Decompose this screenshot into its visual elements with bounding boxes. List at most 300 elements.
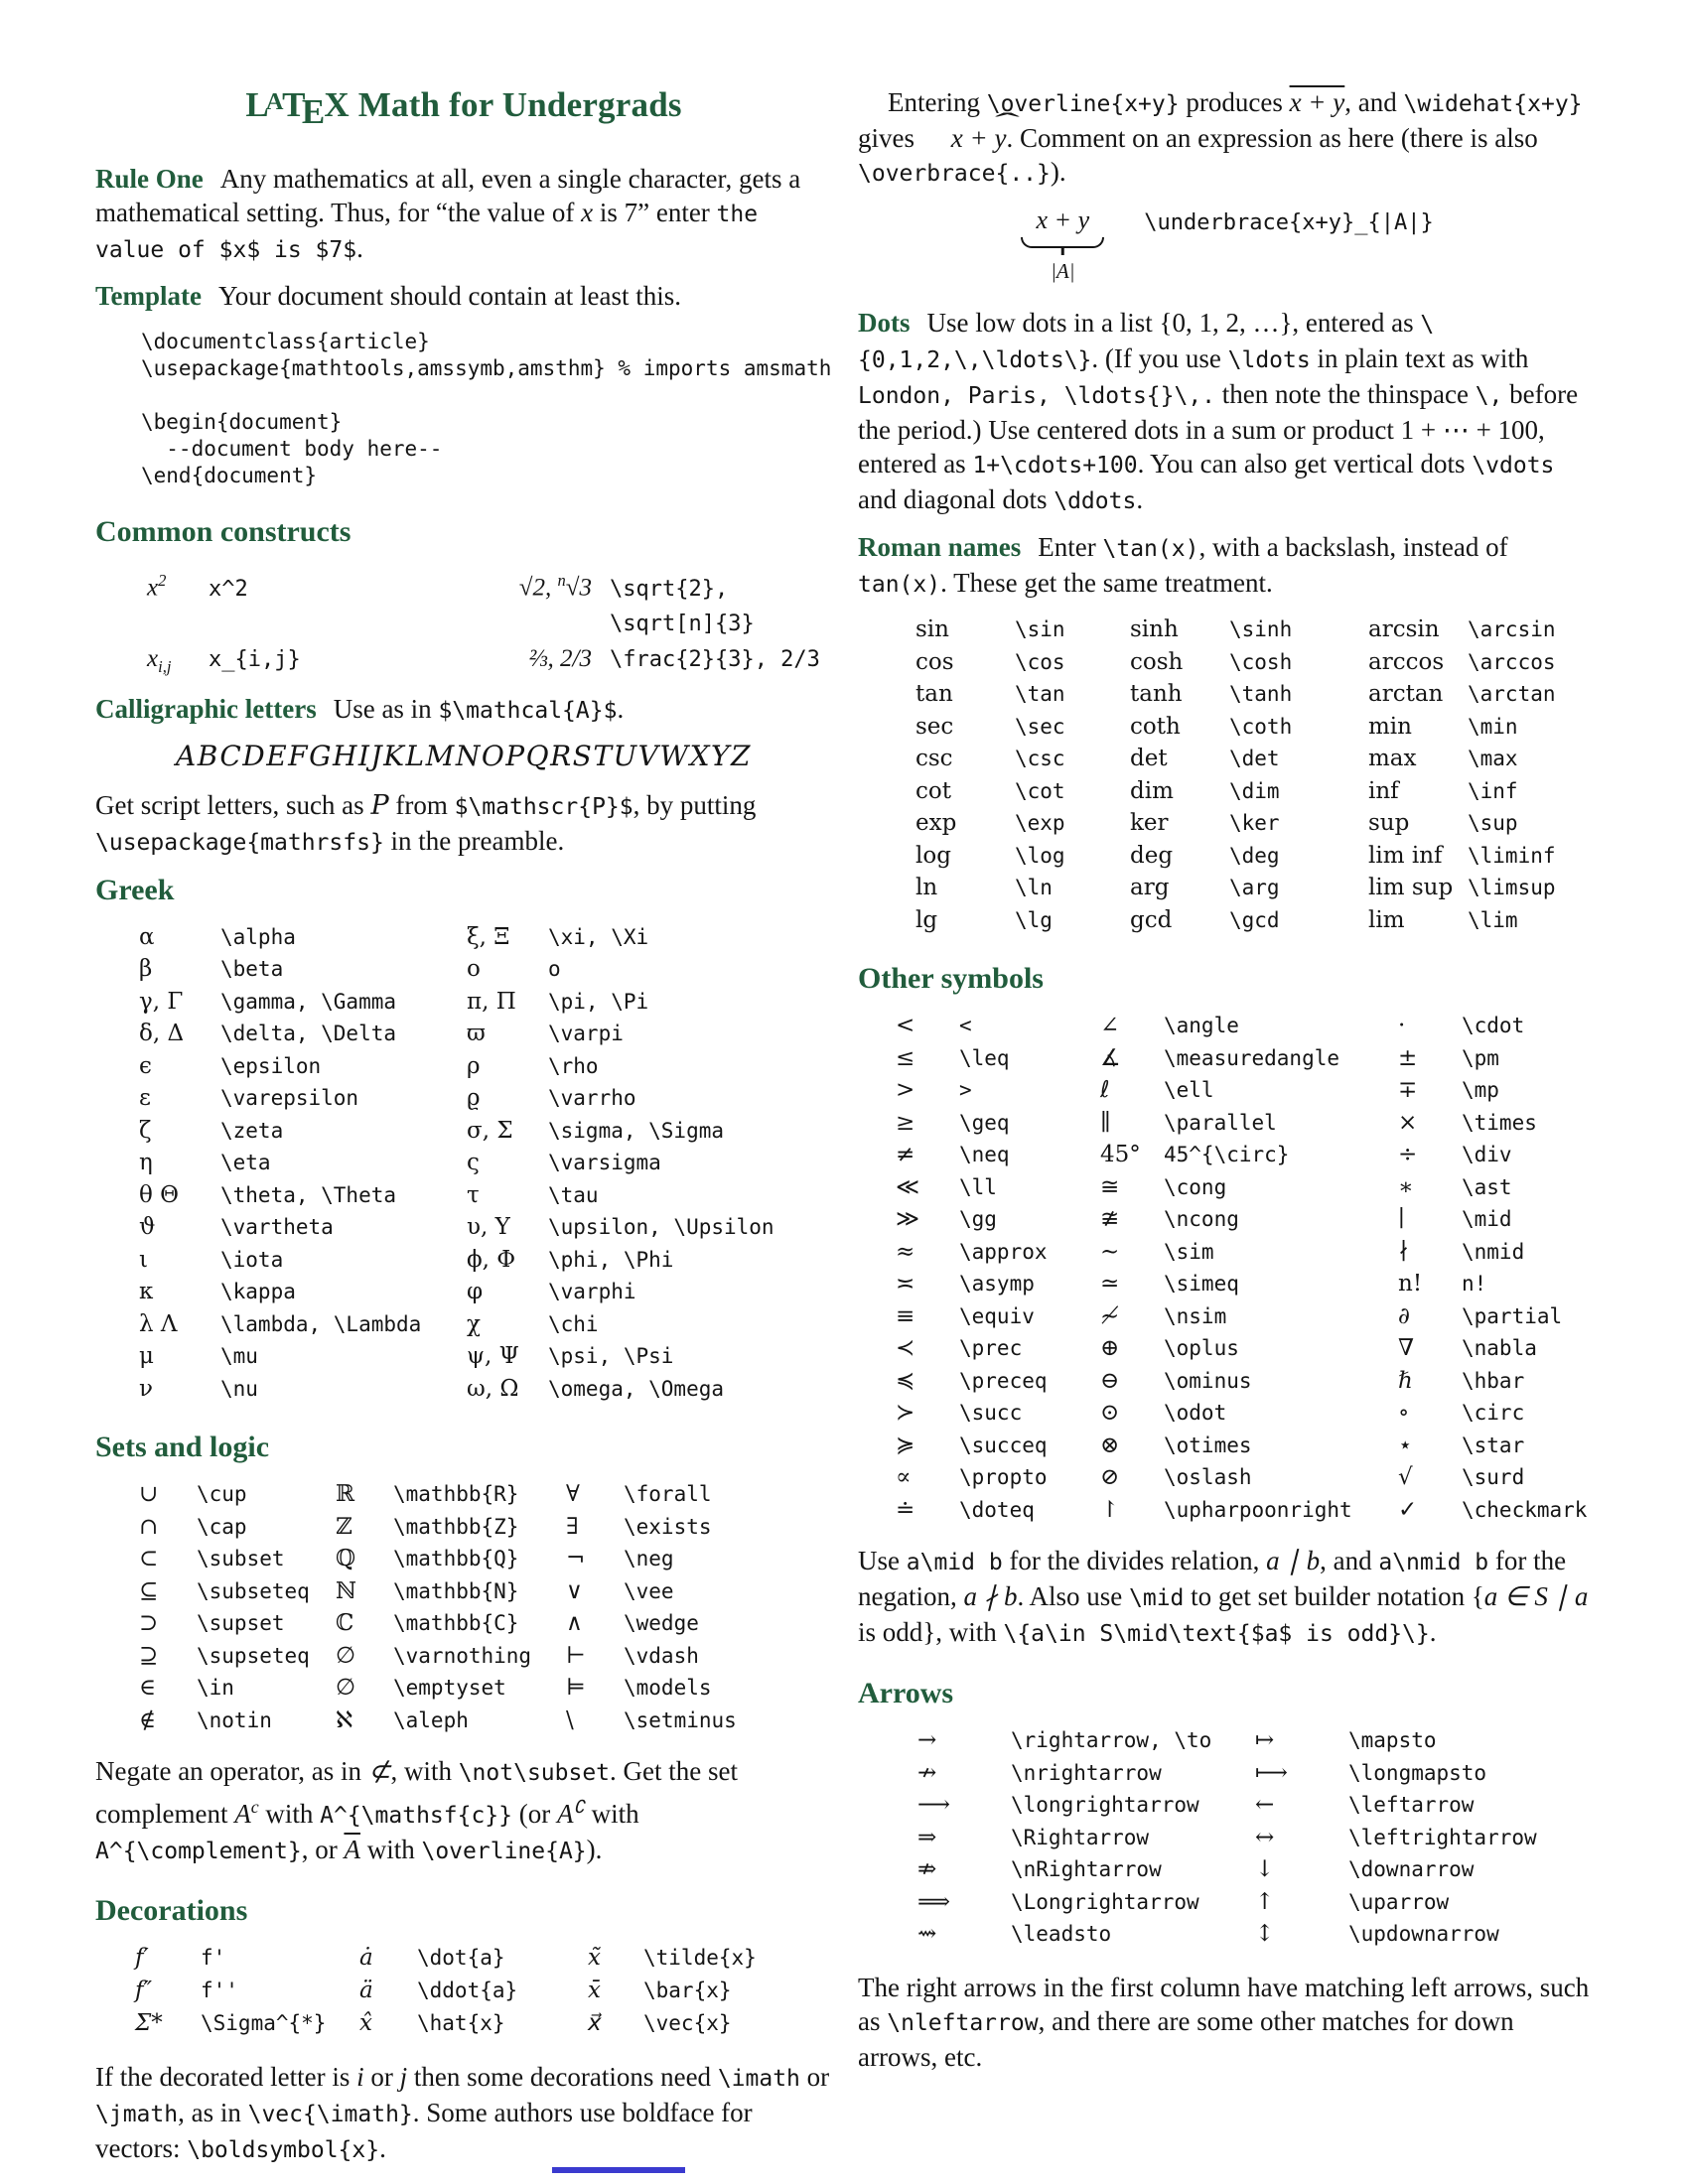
symbol-glyph: ker <box>1130 810 1169 836</box>
latex-code: \neq <box>959 1143 1010 1166</box>
symbol-glyph: ∘ <box>1398 1400 1410 1426</box>
symbol-row <box>467 1308 774 1341</box>
text-segment-sup: c <box>250 1797 259 1818</box>
symbol-row <box>896 1203 1100 1236</box>
symbol-row <box>1100 1494 1398 1527</box>
latex-code: \sigma, \Sigma <box>548 1118 725 1143</box>
symbol-glyph: ∤ <box>1398 1238 1410 1265</box>
latex-code: \mp <box>1462 1078 1499 1102</box>
text-segment-c: London, Paris, \ldots{}\,. <box>858 383 1216 409</box>
text-segment-r: . <box>356 233 363 264</box>
symbol-glyph: ∠ <box>1100 1013 1120 1038</box>
text-segment-r: . Some authors use boldface for vectors: <box>95 2098 753 2164</box>
calligraphic-alphabet: ABCDEFGHIJKLMNOPQRSTUVWXYZ <box>176 739 752 772</box>
latex-code: \sim <box>1164 1239 1214 1264</box>
latex-code: \omega, \Omega <box>548 1376 725 1401</box>
latex-code: \liminf <box>1468 843 1556 868</box>
symbol-row <box>896 1332 1100 1365</box>
logo-letter: A <box>265 87 284 115</box>
symbol-glyph: ∉ <box>139 1706 157 1733</box>
symbol-glyph: ρ <box>467 1052 481 1079</box>
symbol-row <box>566 1640 737 1673</box>
symbol-glyph: ≈ <box>896 1238 915 1265</box>
text-segment-m: A <box>557 1799 574 1830</box>
symbol-row <box>1368 646 1556 679</box>
text-segment-c: \widehat{x+y} <box>1403 91 1583 117</box>
dots-label: Dots <box>858 308 911 338</box>
symbol-glyph: n! <box>1398 1271 1423 1297</box>
symbol-row <box>915 646 1130 679</box>
symbol-glyph: ⋆ <box>1398 1432 1413 1458</box>
footer-blue-line <box>552 2167 685 2173</box>
greek-column-1 <box>139 921 467 1406</box>
latex-code: \upsilon, \Upsilon <box>548 1215 774 1240</box>
latex-code: \det <box>1229 747 1280 770</box>
text-segment-c: \imath <box>717 2066 800 2093</box>
symbol-row <box>917 1724 1255 1757</box>
latex-code: \vee <box>624 1578 674 1603</box>
text-segment-r: before the period.) Use centered dots in a sum or product 1 + ⋯ + 100, entered as <box>858 379 1579 478</box>
text-segment-r: . You can also get vertical dots <box>1137 449 1473 478</box>
symbol-row <box>1398 1300 1587 1333</box>
symbol-glyph: ∀ <box>566 1481 580 1508</box>
latex-code: \zeta <box>220 1118 284 1143</box>
symbol-row <box>1130 614 1368 646</box>
latex-code: \propto <box>959 1465 1048 1489</box>
symbol-row <box>915 614 1130 646</box>
latex-code: \vartheta <box>220 1215 334 1240</box>
symbol-glyph: ℚ <box>336 1546 356 1572</box>
latex-code: \times <box>1462 1110 1537 1135</box>
latex-code: \rho <box>548 1053 599 1078</box>
symbol-row <box>1100 1268 1398 1300</box>
symbol-row <box>467 953 774 986</box>
symbol-glyph: arcsin <box>1368 616 1440 642</box>
calligraphic-label: Calligraphic letters <box>95 693 317 724</box>
symbol-row <box>896 1397 1100 1430</box>
symbol-row <box>1398 1203 1587 1236</box>
text-segment-r: , or <box>301 1835 345 1865</box>
overline-text <box>858 87 1583 187</box>
symbol-row <box>566 1478 737 1511</box>
sets-logic-heading: Sets and logic <box>95 1431 270 1464</box>
symbol-glyph: ↦ <box>1255 1727 1275 1753</box>
latex-code: \arcsin <box>1468 617 1556 641</box>
symbol-glyph: ≁ <box>1100 1302 1120 1329</box>
overline-paragraph <box>858 85 1597 191</box>
symbol-glyph: ≇ <box>1100 1206 1120 1232</box>
arrows-column-1 <box>917 1724 1255 1951</box>
symbol-glyph: f″ <box>135 1978 153 2004</box>
symbol-glyph: ≐ <box>896 1496 915 1523</box>
text-segment-m: √2, <box>518 574 558 602</box>
template-label: Template <box>95 281 202 312</box>
latex-code: \ast <box>1462 1174 1512 1199</box>
text-segment-c: a\mid b <box>906 1550 1003 1575</box>
symbol-glyph: arccos <box>1368 648 1445 675</box>
symbol-row <box>1398 1107 1587 1140</box>
symbol-row <box>1368 904 1556 937</box>
text-segment-c: \overline{A} <box>421 1839 587 1865</box>
symbol-glyph: ℝ <box>336 1481 355 1508</box>
symbol-glyph: ∃ <box>566 1513 579 1540</box>
latex-code: \equiv <box>959 1303 1035 1328</box>
text-segment-sup: 2 <box>158 571 167 591</box>
symbol-glyph: ⊂ <box>139 1546 159 1572</box>
symbol-row <box>566 1705 737 1737</box>
rule-one-paragraph <box>95 162 832 267</box>
text-segment-r: . Comment on an expression as here (there is also <box>1006 123 1538 153</box>
symbol-row <box>1100 1332 1398 1365</box>
text-segment-r: , and <box>1320 1546 1379 1575</box>
symbol-glyph: ∗ <box>1398 1173 1414 1200</box>
latex-code: 45^{\circ} <box>1164 1143 1290 1166</box>
latex-code: \pi, \Pi <box>548 989 649 1014</box>
symbol-row <box>135 1975 757 2007</box>
latex-code: \lim <box>1468 907 1518 932</box>
latex-code: \ncong <box>1164 1207 1239 1231</box>
symbol-row <box>336 1607 566 1640</box>
symbol-glyph: × <box>1398 1109 1418 1136</box>
negate-text <box>95 1756 738 1864</box>
latex-code: \succ <box>959 1401 1023 1425</box>
latex-code: \varnothing <box>393 1643 532 1668</box>
symbol-glyph: ∩ <box>139 1513 159 1540</box>
symbol-glyph: lim inf <box>1368 842 1443 869</box>
latex-code: \sec <box>1015 714 1065 739</box>
symbol-glyph: ϵ <box>139 1052 152 1079</box>
underbrace-label: |A| <box>1051 259 1075 283</box>
symbol-glyph: ∪ <box>139 1481 159 1508</box>
symbol-row <box>139 1373 467 1406</box>
math-example <box>147 563 209 605</box>
latex-code: \Longrightarrow <box>1011 1889 1199 1914</box>
symbol-glyph: ⊇ <box>139 1642 159 1669</box>
script-letters-text <box>95 790 756 856</box>
symbol-glyph: ϱ <box>467 1085 481 1112</box>
symbol-glyph: λ Λ <box>139 1310 178 1337</box>
latex-code: \gcd <box>1229 907 1280 932</box>
latex-code: \mathbb{Z} <box>393 1514 519 1539</box>
latex-code: \succeq <box>959 1433 1048 1457</box>
symbol-row <box>139 986 467 1019</box>
symbol-row <box>1100 1171 1398 1204</box>
text-segment-r: Get script letters, such as <box>95 789 371 820</box>
symbol-glyph: ℵ <box>336 1706 353 1733</box>
symbol-row <box>896 1300 1100 1333</box>
arrows-column-2 <box>1255 1724 1537 1951</box>
symbol-glyph: tanh <box>1130 681 1183 707</box>
text-segment-r: in plain text as with <box>1310 343 1529 373</box>
symbol-row <box>1130 678 1368 711</box>
text-segment-c: \{0,1,2,\,\ldots\} <box>858 312 1435 373</box>
latex-code: \nu <box>220 1376 258 1401</box>
symbol-glyph: ∈ <box>139 1675 157 1702</box>
symbol-row <box>467 1115 774 1148</box>
symbol-glyph: π, Π <box>467 988 516 1015</box>
latex-code: \angle <box>1164 1014 1239 1037</box>
symbol-glyph: lim <box>1368 906 1405 933</box>
symbol-row <box>467 986 774 1019</box>
latex-code: \setminus <box>624 1707 737 1732</box>
symbol-row <box>467 1276 774 1308</box>
text-segment-r: with <box>359 1835 422 1865</box>
symbol-row <box>915 807 1130 840</box>
latex-code: \iota <box>220 1247 284 1272</box>
symbol-glyph: · <box>1398 1013 1406 1038</box>
latex-code: \emptyset <box>393 1676 506 1701</box>
symbol-row <box>917 1822 1255 1854</box>
text-segment-c: $\mathcal{A}$ <box>438 697 618 724</box>
symbol-glyph: ≃ <box>1100 1271 1120 1297</box>
symbol-glyph: ∼ <box>1100 1238 1120 1265</box>
symbol-row <box>1100 1430 1398 1462</box>
script-letters-paragraph <box>95 788 832 860</box>
symbol-glyph: ∨ <box>566 1577 583 1604</box>
latex-code: \sinh <box>1229 617 1293 641</box>
latex-code: \psi, \Psi <box>548 1344 674 1369</box>
text-segment-r: , with <box>390 1756 459 1787</box>
latex-code: \ker <box>1229 811 1280 835</box>
text-segment-r: or <box>799 2062 830 2093</box>
latex-code: \surd <box>1462 1465 1525 1489</box>
text-segment-scr: P <box>370 789 389 821</box>
latex-code: \approx <box>959 1239 1048 1264</box>
text-segment-c: \boldsymbol{x} <box>187 2137 380 2164</box>
latex-code: \circ <box>1462 1401 1525 1425</box>
latex-code: \wedge <box>624 1611 699 1636</box>
symbol-glyph: ≅ <box>1100 1173 1120 1200</box>
text-segment-c: 1+\cdots+100 <box>972 453 1138 478</box>
symbol-row <box>336 1672 566 1705</box>
symbol-row <box>1130 807 1368 840</box>
latex-code: \vdash <box>624 1643 699 1668</box>
latex-code: \dot{a} <box>417 1946 505 1971</box>
symbol-glyph: ℕ <box>336 1577 357 1604</box>
symbol-glyph: ε <box>139 1085 151 1112</box>
latex-code: \tan <box>1015 682 1065 706</box>
symbol-row <box>917 1886 1255 1919</box>
latex-code: \forall <box>624 1482 712 1507</box>
text-segment-r: . Also use <box>1017 1581 1129 1611</box>
symbol-glyph: det <box>1130 746 1168 771</box>
symbol-row <box>1398 1236 1587 1269</box>
symbol-row <box>139 1308 467 1341</box>
text-segment-c: A^{\complement} <box>95 1839 302 1865</box>
latex-code: \eta <box>220 1151 271 1175</box>
symbol-row <box>1255 1757 1537 1790</box>
symbol-row <box>467 1082 774 1115</box>
template-text <box>218 281 681 311</box>
symbol-glyph: ↔ <box>1255 1824 1275 1850</box>
latex-code: \epsilon <box>220 1053 322 1078</box>
symbol-glyph: coth <box>1130 713 1181 740</box>
latex-code: \mathbb{C} <box>393 1611 519 1636</box>
symbol-row <box>1255 1853 1537 1886</box>
symbol-glyph: ℤ <box>336 1513 352 1540</box>
text-segment-r: from <box>388 789 455 820</box>
symbol-row <box>135 2007 757 2040</box>
decorations-heading: Decorations <box>95 1894 248 1928</box>
text-segment-c: tan(x) <box>858 572 941 598</box>
text-segment-r: , by putting <box>633 789 757 820</box>
latex-code: \alpha <box>220 924 296 949</box>
symbol-glyph: ℏ <box>1398 1367 1413 1394</box>
text-segment-m: a ∤ b <box>963 1581 1018 1611</box>
symbol-row <box>1368 743 1556 775</box>
roman-names-label: Roman names <box>858 532 1022 562</box>
sets-column-1 <box>139 1478 336 1736</box>
symbol-row <box>139 921 467 954</box>
symbol-glyph: ∂ <box>1398 1302 1410 1329</box>
page-title <box>95 85 832 132</box>
symbol-row <box>1398 1365 1587 1398</box>
latex-code: \varsigma <box>548 1151 661 1175</box>
symbol-glyph: o <box>467 956 481 983</box>
latex-code: \sup <box>1468 811 1518 835</box>
latex-code: \varrho <box>548 1086 636 1111</box>
text-segment-r: , with a backslash, instead of <box>1198 532 1508 562</box>
text-segment-r: . <box>1136 484 1144 514</box>
template-code-block: \documentclass{article} \usepackage{mathtools,amssymb,amsthm} % imports amsmath \begin{document} --document body here-- \end{document} <box>141 330 832 488</box>
symbol-glyph: arg <box>1130 875 1170 900</box>
symbol-glyph: deg <box>1130 842 1174 869</box>
symbol-row <box>1398 1268 1587 1300</box>
symbol-glyph: ln <box>915 875 938 900</box>
text-segment-r: Use low dots in a list {0, 1, 2, …}, entered as <box>926 308 1421 338</box>
latex-code: \supset <box>197 1611 285 1636</box>
symbol-row <box>896 1010 1100 1042</box>
latex-code: \mathbb{R} <box>393 1482 519 1507</box>
logo-letter: T <box>282 85 306 124</box>
symbol-glyph: τ <box>467 1181 480 1208</box>
symbol-glyph: γ, Γ <box>139 988 184 1015</box>
symbol-row <box>1255 1789 1537 1822</box>
latex-code: \varpi <box>548 1022 624 1046</box>
rule-one-label: Rule One <box>95 164 204 195</box>
symbol-row <box>917 1918 1255 1951</box>
symbol-glyph: ≼ <box>896 1367 915 1394</box>
symbol-row <box>467 1244 774 1277</box>
latex-code: \limsup <box>1468 876 1556 899</box>
symbol-row <box>139 1340 467 1373</box>
symbol-glyph: ς <box>467 1150 480 1176</box>
symbol-row <box>467 1147 774 1179</box>
latex-code: \nmid <box>1462 1239 1525 1264</box>
symbol-row <box>467 1211 774 1244</box>
negate-paragraph <box>95 1754 832 1868</box>
mid-text <box>858 1546 1588 1647</box>
latex-code: \subset <box>197 1547 285 1571</box>
latex-code: \longrightarrow <box>1011 1793 1199 1817</box>
latex-code: \geq <box>959 1110 1010 1135</box>
symbol-row <box>896 1171 1100 1204</box>
symbol-row <box>896 1430 1100 1462</box>
symbol-glyph: 45° <box>1100 1142 1141 1167</box>
text-segment-sub: i,j <box>158 656 172 676</box>
symbol-glyph: ↕ <box>1255 1921 1275 1947</box>
symbol-glyph: dim <box>1130 777 1174 804</box>
symbol-row <box>896 1139 1100 1171</box>
symbol-row <box>896 1236 1100 1269</box>
latex-code: \oslash <box>1164 1465 1252 1489</box>
symbol-row <box>1100 1397 1398 1430</box>
symbol-glyph: ⊆ <box>139 1577 159 1604</box>
text-segment-c: the value of $x$ is $7$ <box>95 202 759 264</box>
symbol-row <box>139 1115 467 1148</box>
symbol-glyph: ∅ <box>336 1642 356 1669</box>
symbol-row <box>566 1511 737 1544</box>
common-constructs-heading: Common constructs <box>95 515 352 549</box>
symbol-row <box>917 1853 1255 1886</box>
symbol-glyph: tan <box>915 681 953 707</box>
latex-code: \sqrt{2}, \sqrt[n]{3} <box>610 576 755 636</box>
text-segment-r: The right arrows in the first column have matching left arrows, such as <box>858 1972 1590 2036</box>
text-segment-r: in the preamble. <box>383 825 565 856</box>
text-segment-m: i <box>356 2062 364 2093</box>
decorated-note-paragraph <box>95 2060 832 2167</box>
symbol-row <box>1398 1430 1587 1462</box>
symbol-row <box>467 921 774 954</box>
symbol-row <box>1398 1332 1587 1365</box>
latex-code: \updownarrow <box>1348 1922 1499 1946</box>
latex-code: \pm <box>1462 1045 1499 1070</box>
symbol-row <box>1100 1461 1398 1494</box>
symbol-glyph: σ, Σ <box>467 1117 513 1144</box>
symbol-glyph: ℓ <box>1100 1077 1110 1103</box>
mid-paragraph <box>858 1544 1597 1651</box>
symbol-row <box>566 1543 737 1575</box>
symbol-row <box>1255 1724 1537 1757</box>
symbol-glyph: sinh <box>1130 616 1179 642</box>
latex-code: \mapsto <box>1348 1728 1437 1752</box>
symbol-row <box>896 1365 1100 1398</box>
symbol-glyph: ϑ <box>139 1214 156 1241</box>
symbol-row <box>1100 1010 1398 1042</box>
dots-text <box>858 308 1578 514</box>
latex-code: \aleph <box>393 1707 469 1732</box>
text-segment-r: then some decorations need <box>407 2062 718 2093</box>
latex-code: f' <box>201 1946 226 1971</box>
symbol-row <box>139 1575 336 1608</box>
latex-code: \chi <box>548 1311 599 1336</box>
text-segment-m: A <box>234 1799 251 1830</box>
symbol-glyph: ∇ <box>1398 1335 1415 1361</box>
latex-code: \sin <box>1015 617 1065 641</box>
math-example <box>147 641 209 684</box>
symbol-glyph: min <box>1368 713 1412 740</box>
other-symbols-heading: Other symbols <box>858 962 1044 995</box>
text-segment-r: with <box>584 1799 639 1830</box>
latex-code: n! <box>1462 1272 1487 1296</box>
symbol-glyph: lg <box>915 906 938 933</box>
latex-code: \star <box>1462 1433 1525 1457</box>
symbol-glyph: ∡ <box>1100 1044 1121 1071</box>
symbol-glyph: sec <box>915 713 954 740</box>
text-segment-r: to get set builder notation { <box>1184 1581 1484 1611</box>
latex-code: \gg <box>959 1207 997 1231</box>
symbol-glyph: log <box>915 842 951 869</box>
text-segment-r: is odd}, with <box>858 1617 1004 1647</box>
latex-code: \notin <box>197 1707 272 1732</box>
symbol-row <box>139 1511 336 1544</box>
text-segment-r: or <box>363 2062 400 2093</box>
symbol-glyph: δ, Δ <box>139 1021 185 1047</box>
latex-code: \uparrow <box>1348 1889 1450 1914</box>
symbol-row <box>915 678 1130 711</box>
symbol-row <box>139 1478 336 1511</box>
latex-code: \varepsilon <box>220 1086 359 1111</box>
